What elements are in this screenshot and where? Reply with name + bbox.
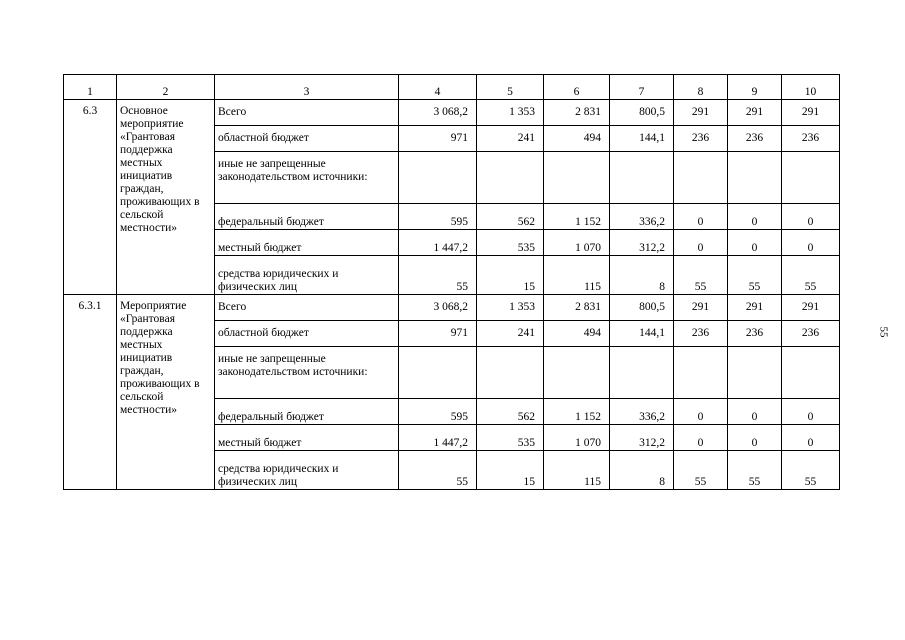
value-cell: 55 [782,451,840,490]
value-cell: 55 [399,451,477,490]
value-cell [728,152,782,204]
value-cell: 1 070 [544,230,610,256]
item-name: Основное мероприятие «Грантовая поддержка местных инициатив граждан, проживающих в сельской местности» [117,100,215,295]
value-cell: 236 [782,321,840,347]
value-cell: 312,2 [610,425,674,451]
value-cell: 1 353 [477,100,544,126]
table-body [64,75,840,490]
value-cell [544,152,610,204]
value-cell: 971 [399,321,477,347]
value-cell [674,152,728,204]
value-cell: 1 152 [544,399,610,425]
item-code: 6.3 [64,100,117,295]
value-cell [399,347,477,399]
value-cell: 291 [728,100,782,126]
value-cell: 800,5 [610,100,674,126]
value-cell: 0 [674,399,728,425]
funding-source: средства юридических и физических лиц [215,451,399,490]
value-cell: 1 070 [544,425,610,451]
funding-source: областной бюджет [215,321,399,347]
value-cell: 336,2 [610,204,674,230]
value-cell: 562 [477,204,544,230]
value-cell: 8 [610,256,674,295]
value-cell: 971 [399,126,477,152]
value-cell: 1 353 [477,295,544,321]
value-cell: 2 831 [544,295,610,321]
value-cell: 494 [544,126,610,152]
value-cell: 144,1 [610,126,674,152]
header-cell: 7 [610,75,674,100]
value-cell: 55 [674,256,728,295]
header-row [64,75,840,100]
value-cell: 15 [477,256,544,295]
header-cell: 8 [674,75,728,100]
budget-table [63,74,840,490]
value-cell: 3 068,2 [399,295,477,321]
funding-source: иные не запрещенные законодательством источники: [215,347,399,399]
value-cell: 291 [782,100,840,126]
value-cell: 15 [477,451,544,490]
value-cell [728,347,782,399]
header-cell: 6 [544,75,610,100]
value-cell: 236 [674,321,728,347]
funding-source: Всего [215,100,399,126]
value-cell: 55 [728,451,782,490]
value-cell: 144,1 [610,321,674,347]
value-cell: 494 [544,321,610,347]
value-cell: 291 [674,100,728,126]
value-cell: 595 [399,204,477,230]
item-name: Мероприятие «Грантовая поддержка местных инициатив граждан, проживающих в сельской местности» [117,295,215,490]
value-cell: 312,2 [610,230,674,256]
header-cell: 4 [399,75,477,100]
value-cell [477,152,544,204]
value-cell [610,152,674,204]
value-cell: 2 831 [544,100,610,126]
value-cell: 3 068,2 [399,100,477,126]
page-number: 55 [877,326,890,338]
value-cell: 0 [728,425,782,451]
funding-source: средства юридических и физических лиц [215,256,399,295]
value-cell: 236 [782,126,840,152]
header-cell: 9 [728,75,782,100]
header-cell: 2 [117,75,215,100]
funding-source: областной бюджет [215,126,399,152]
funding-source: местный бюджет [215,230,399,256]
value-cell: 291 [728,295,782,321]
value-cell: 1 152 [544,204,610,230]
value-cell: 1 447,2 [399,425,477,451]
value-cell: 535 [477,425,544,451]
item-code: 6.3.1 [64,295,117,490]
header-cell: 5 [477,75,544,100]
value-cell: 55 [728,256,782,295]
value-cell: 0 [674,230,728,256]
value-cell [544,347,610,399]
value-cell: 0 [782,425,840,451]
value-cell [782,152,840,204]
value-cell [782,347,840,399]
value-cell: 0 [674,425,728,451]
value-cell [477,347,544,399]
value-cell: 8 [610,451,674,490]
value-cell: 0 [728,230,782,256]
value-cell: 241 [477,126,544,152]
value-cell: 595 [399,399,477,425]
table-row [64,295,840,321]
value-cell: 0 [728,399,782,425]
value-cell: 0 [782,204,840,230]
value-cell: 236 [728,126,782,152]
value-cell: 0 [674,204,728,230]
value-cell: 336,2 [610,399,674,425]
value-cell [399,152,477,204]
value-cell: 0 [728,204,782,230]
funding-source: федеральный бюджет [215,399,399,425]
funding-source: Всего [215,295,399,321]
value-cell: 55 [674,451,728,490]
value-cell: 291 [782,295,840,321]
value-cell: 115 [544,451,610,490]
funding-source: федеральный бюджет [215,204,399,230]
value-cell: 241 [477,321,544,347]
value-cell: 535 [477,230,544,256]
table-row [64,100,840,126]
value-cell: 0 [782,230,840,256]
value-cell: 800,5 [610,295,674,321]
value-cell: 115 [544,256,610,295]
value-cell [674,347,728,399]
value-cell: 0 [782,399,840,425]
header-cell: 3 [215,75,399,100]
funding-source: местный бюджет [215,425,399,451]
value-cell: 236 [674,126,728,152]
header-cell: 1 [64,75,117,100]
value-cell: 236 [728,321,782,347]
funding-source: иные не запрещенные законодательством источники: [215,152,399,204]
value-cell [610,347,674,399]
value-cell: 55 [399,256,477,295]
value-cell: 55 [782,256,840,295]
value-cell: 1 447,2 [399,230,477,256]
header-cell: 10 [782,75,840,100]
value-cell: 562 [477,399,544,425]
value-cell: 291 [674,295,728,321]
